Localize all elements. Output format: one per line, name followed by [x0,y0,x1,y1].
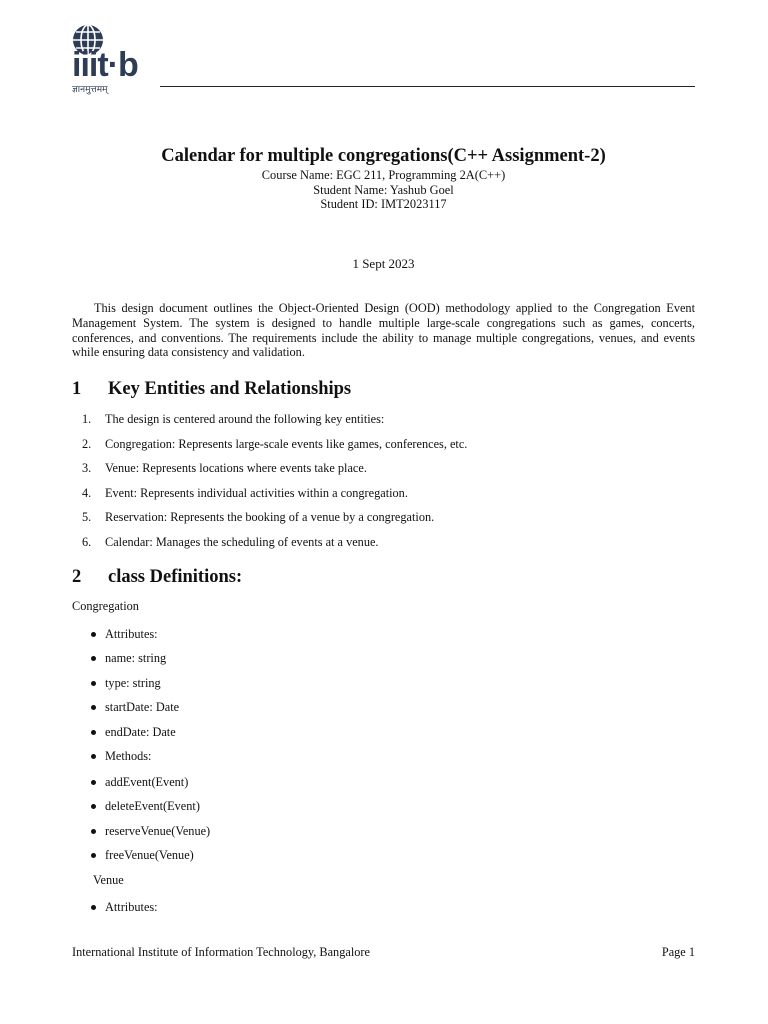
list-item-text: startDate: Date [105,700,180,715]
list-item [72,899,695,923]
list-item [72,724,695,748]
entities-list [72,411,695,558]
bullet-icon [91,905,96,910]
student-name: Student Name: Yashub Goel [313,182,454,197]
list-item-text: type: string [105,675,161,690]
list-item [72,823,695,847]
list-item [72,650,695,674]
congregation-members-list [72,626,695,872]
section-number: 2 [72,567,82,587]
list-item [72,774,695,798]
student-id: Student ID: IMT2023117 [320,197,447,211]
bullet-icon [91,632,96,637]
title-block [72,144,695,212]
list-item-text: reserveVenue(Venue) [105,823,211,838]
list-item-text: freeVenue(Venue) [105,848,194,863]
bullet-icon [91,681,96,686]
section-1-heading [72,379,351,400]
bullet-icon [91,780,96,785]
bullet-icon [91,705,96,710]
list-item [72,534,695,559]
list-item [72,460,695,485]
section-title: class Definitions: [108,567,243,587]
bullet-icon [91,656,96,661]
list-marker: 1. [82,412,92,426]
list-item-text: Calendar: Manages the scheduling of events at a venue. [105,534,379,549]
list-item [72,626,695,650]
list-item [72,411,695,436]
footer-page-number: Page 1 [661,945,695,959]
list-marker: 4. [82,485,92,500]
list-item-text: Congregation: Represents large-scale events like games, conferences, etc. [105,436,468,451]
list-item-text: Reservation: Represents the booking of a venue by a congregation. [105,510,435,524]
list-item-text: Venue: Represents locations where events take place. [105,461,367,475]
venue-members-list [72,899,695,923]
list-item-text: The design is centered around the following key entities: [105,412,385,426]
list-item-text: endDate: Date [105,724,176,739]
bullet-icon [91,754,96,759]
course-name: Course Name: EGC 211, Programming 2A(C++) [261,168,506,182]
abstract-paragraph: This design document outlines the Object-Oriented Design (OOD) methodology applied to the Congregation Event Management System. The system is designed to handle multiple large-scale congregations such as games, concerts, conferences, and conventions. The requirements include the ability to manage multiple congregations, venues, and events while ensuring data consistency and validation. [72,301,695,360]
header-rule [160,86,695,87]
list-marker: 5. [82,510,92,524]
section-number: 1 [72,379,82,399]
document-title: Calendar for multiple congregations(C++ Assignment-2) [161,146,606,166]
section-2-heading [72,567,242,588]
class-name-venue: Venue [93,873,124,887]
list-item-text: Event: Represents individual activities within a congregation. [105,485,408,500]
logo-wordmark: iiit·b [72,46,138,84]
list-marker: 6. [82,534,92,549]
list-item [72,436,695,461]
list-marker: 3. [82,461,92,475]
list-item-text: addEvent(Event) [105,774,189,789]
class-name-congregation: Congregation [72,599,139,613]
list-item [72,748,695,774]
bullet-icon [91,804,96,809]
logo-motto: ज्ञानमुत्तमम् [72,85,108,95]
list-item-text: Attributes: [105,627,158,641]
bullet-icon [91,853,96,858]
list-marker: 2. [82,436,92,451]
list-item-text: deleteEvent(Event) [105,799,200,814]
list-item [72,847,695,871]
list-item-text: Attributes: [105,900,158,914]
list-item [72,699,695,723]
list-item [72,485,695,510]
section-title: Key Entities and Relationships [108,379,352,399]
list-item-text: Methods: [105,748,152,763]
document-date: 1 Sept 2023 [352,256,415,271]
list-item [72,509,695,534]
iiitb-logo [72,22,150,95]
bullet-icon [91,829,96,834]
list-item-text: name: string [105,651,167,666]
list-item [72,675,695,699]
bullet-icon [91,730,96,735]
list-item [72,798,695,822]
footer-institute: International Institute of Information Technology, Bangalore [72,945,370,959]
